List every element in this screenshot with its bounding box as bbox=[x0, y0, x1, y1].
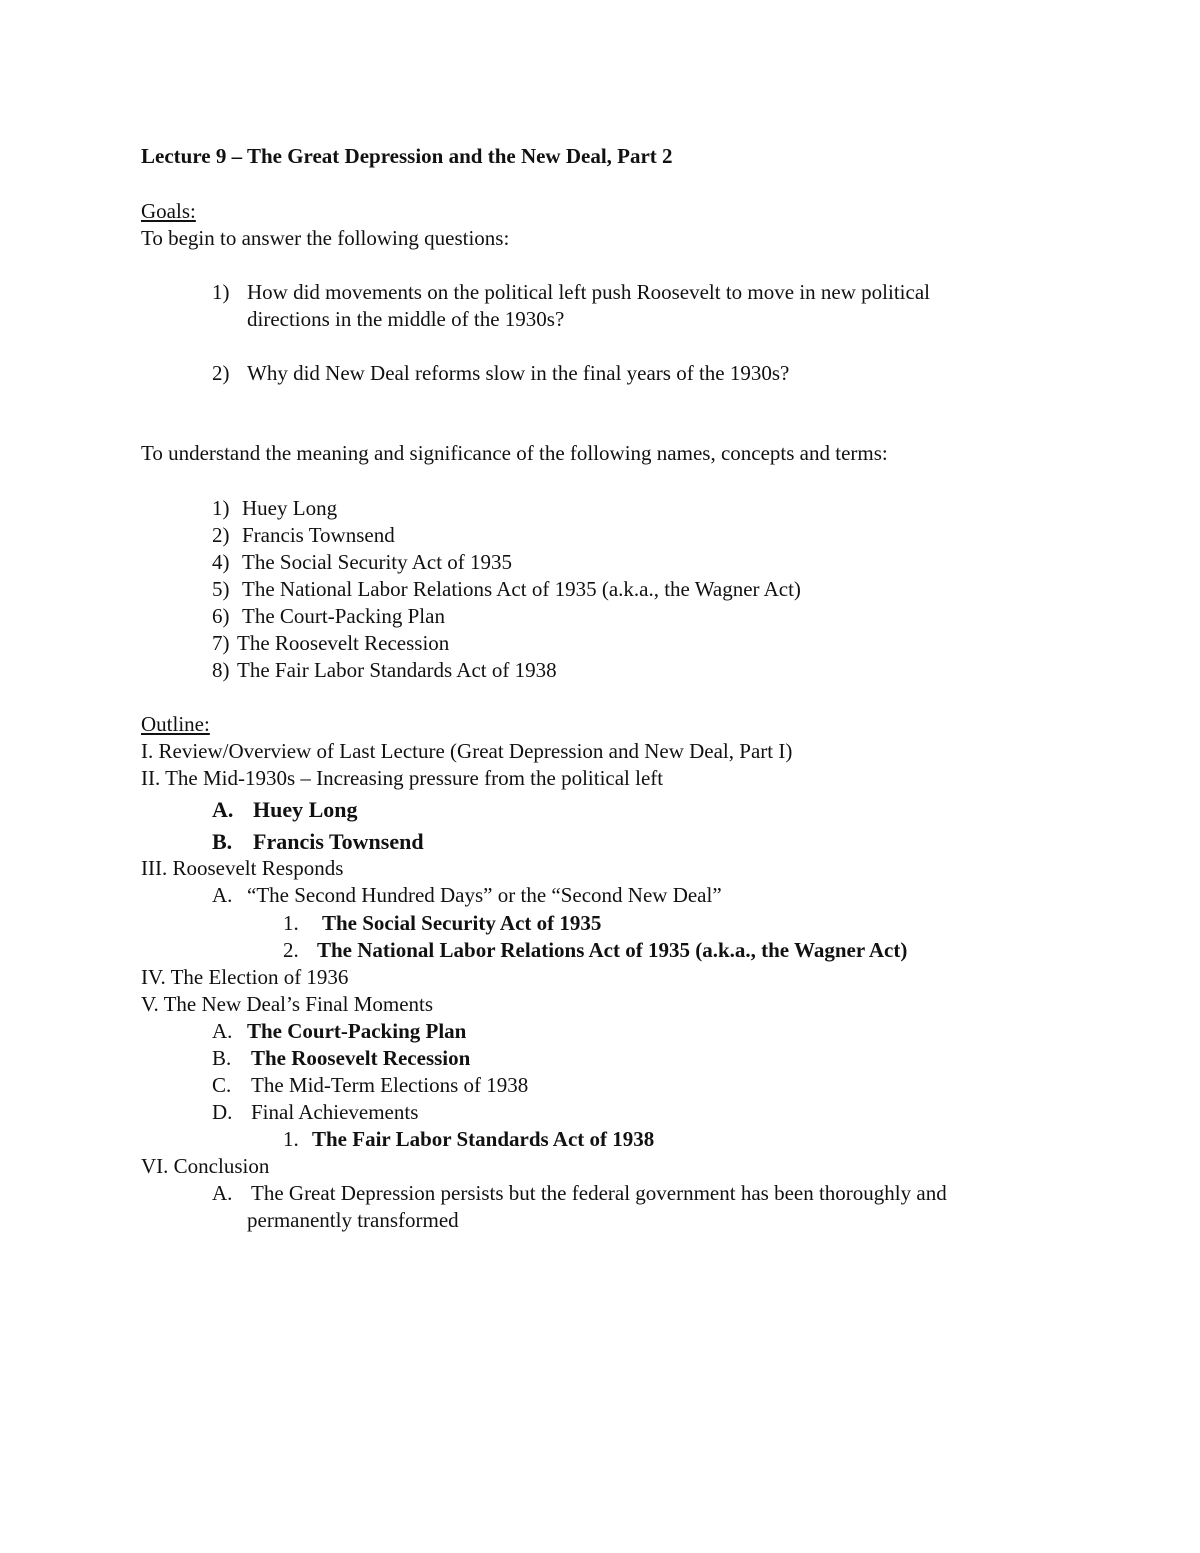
outline-item-letter: A. bbox=[212, 883, 233, 907]
term-text: Francis Townsend bbox=[242, 523, 395, 547]
outline-item-text: Final Achievements bbox=[251, 1100, 419, 1124]
term-text: Huey Long bbox=[242, 496, 338, 520]
term-number: 4) bbox=[212, 550, 230, 574]
term-number: 1) bbox=[212, 496, 230, 520]
outline-item-text: The Roosevelt Recession bbox=[251, 1046, 471, 1070]
outline-item-text: “The Second Hundred Days” or the “Second New Deal” bbox=[247, 883, 722, 907]
term-number: 7) bbox=[212, 631, 230, 655]
term-text: The Court-Packing Plan bbox=[242, 604, 445, 628]
question-number: 2) bbox=[212, 361, 230, 385]
outline-item-text: Huey Long bbox=[253, 797, 358, 822]
question-text-continued: directions in the middle of the 1930s? bbox=[247, 307, 565, 331]
outline-item-letter: A. bbox=[212, 1019, 233, 1043]
term-text: The Roosevelt Recession bbox=[237, 631, 450, 655]
outline-section-4: IV. The Election of 1936 bbox=[141, 965, 349, 989]
goals-heading: Goals: bbox=[141, 199, 196, 223]
outline-item-letter: A. bbox=[212, 797, 234, 822]
terms-intro: To understand the meaning and significance of the following names, concepts and terms: bbox=[141, 441, 888, 465]
term-text: The Social Security Act of 1935 bbox=[242, 550, 513, 574]
outline-subitem-text: The National Labor Relations Act of 1935 (a.k.a., the Wagner Act) bbox=[317, 938, 908, 962]
goals-intro: To begin to answer the following questions: bbox=[141, 226, 510, 250]
outline-item-letter: D. bbox=[212, 1100, 233, 1124]
outline-subitem-number: 2. bbox=[283, 938, 299, 962]
term-number: 6) bbox=[212, 604, 230, 628]
outline-heading: Outline: bbox=[141, 712, 210, 736]
question-number: 1) bbox=[212, 280, 230, 304]
outline-section-1: I. Review/Overview of Last Lecture (Great Depression and New Deal, Part I) bbox=[141, 739, 793, 763]
outline-section-3: III. Roosevelt Responds bbox=[141, 856, 344, 880]
outline-item-letter: B. bbox=[212, 829, 233, 854]
outline-item-letter: C. bbox=[212, 1073, 232, 1097]
outline-section-6: VI. Conclusion bbox=[141, 1154, 270, 1178]
term-number: 8) bbox=[212, 658, 230, 682]
outline-subitem-text: The Social Security Act of 1935 bbox=[322, 911, 602, 935]
outline-item-text-continued: permanently transformed bbox=[247, 1208, 459, 1232]
question-text: Why did New Deal reforms slow in the final years of the 1930s? bbox=[247, 361, 790, 385]
term-text: The National Labor Relations Act of 1935 (a.k.a., the Wagner Act) bbox=[242, 577, 801, 601]
outline-subitem-number: 1. bbox=[283, 1127, 299, 1151]
outline-subitem-text: The Fair Labor Standards Act of 1938 bbox=[312, 1127, 655, 1151]
question-text: How did movements on the political left push Roosevelt to move in new political bbox=[247, 280, 930, 304]
term-number: 2) bbox=[212, 523, 230, 547]
outline-item-letter: A. bbox=[212, 1181, 233, 1205]
term-number: 5) bbox=[212, 577, 230, 601]
outline-item-text: Francis Townsend bbox=[253, 829, 424, 854]
document-title: Lecture 9 – The Great Depression and the New Deal, Part 2 bbox=[141, 144, 673, 168]
outline-section-5: V. The New Deal’s Final Moments bbox=[141, 992, 434, 1016]
outline-section-2: II. The Mid-1930s – Increasing pressure from the political left bbox=[141, 766, 664, 790]
outline-subitem-number: 1. bbox=[283, 911, 299, 935]
term-text: The Fair Labor Standards Act of 1938 bbox=[237, 658, 557, 682]
outline-item-text: The Court-Packing Plan bbox=[247, 1019, 467, 1043]
outline-item-letter: B. bbox=[212, 1046, 232, 1070]
outline-item-text: The Mid-Term Elections of 1938 bbox=[251, 1073, 529, 1097]
outline-item-text: The Great Depression persists but the federal government has been thoroughly and bbox=[251, 1181, 947, 1205]
